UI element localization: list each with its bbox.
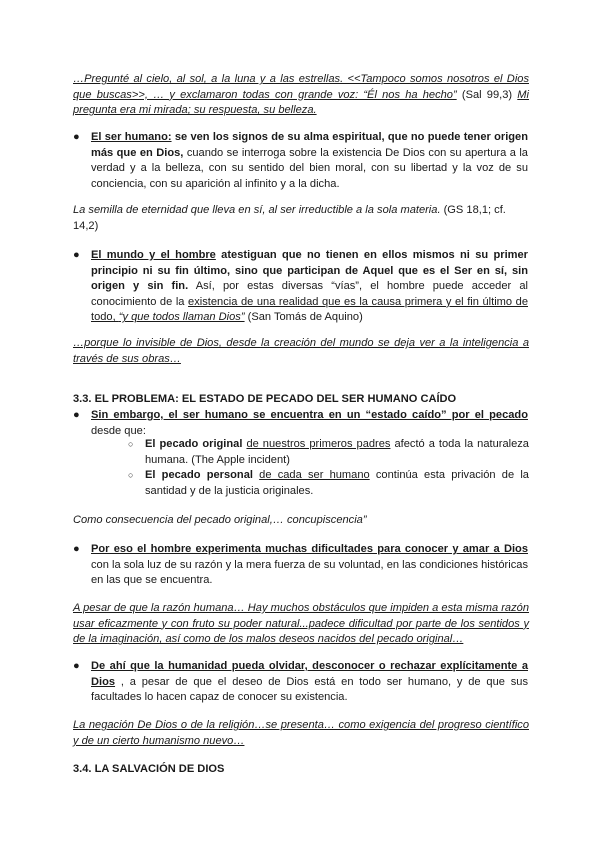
quote-romanos: …porque lo invisible de Dios, desde la creación del mundo se deja ver a la inteligencia a través de sus obras… bbox=[73, 337, 529, 365]
bullet-olvidar-dios: ● De ahí que la humanidad pueda olvidar, desconocer o rechazar explícitamente a Dios , a pesar de que el deseo de Dios está en todo ser humano, y de que sus facultades lo hacen capaz de conocer su existencia. bbox=[73, 660, 528, 704]
bullet-icon: ● bbox=[73, 249, 80, 261]
subitem-pecado-personal: ○ El pecado personal de cada ser humano continúa esta privación de la santidad y de la justicia originales. bbox=[128, 469, 529, 497]
heading-3-4: 3.4. LA SALVACIÓN DE DIOS bbox=[73, 763, 225, 775]
quote-augustine: …Pregunté al cielo, al sol, a la luna y a las estrellas. <<Tampoco somos nosotros el Dios que buscas>>, … y exclamaron todas con grande voz: “Él nos ha hecho” (Sal 99,3) Mi pregunta era mi mirada; su respuesta, su belleza. bbox=[73, 73, 529, 117]
bullet-dificultades: ● Por eso el hombre experimenta muchas dificultades para conocer y amar a Dios con la sola luz de su razón y la mera fuerza de su voluntad, en las condiciones históricas en las que se encuentra. bbox=[73, 543, 528, 587]
heading-3-3: 3.3. EL PROBLEMA: EL ESTADO DE PECADO DEL SER HUMANO CAÍDO bbox=[73, 393, 457, 405]
bullet-ser-humano: ● El ser humano: se ven los signos de su alma espiritual, que no puede tener origen más que en Dios, cuando se interroga sobre la existencia De Dios con su apertura a la verdad y a la belleza, con su sentido del bien moral, con su libertad y la voz de su conciencia, con su aparición al infinito y a la dicha. bbox=[73, 131, 529, 190]
bullet-icon: ● bbox=[73, 660, 80, 672]
bullet-icon: ● bbox=[73, 131, 80, 143]
circle-bullet-icon: ○ bbox=[128, 470, 134, 480]
subitem-pecado-original: ○ El pecado original de nuestros primeros padres afectó a toda la naturaleza humana. (The Apple incident) bbox=[128, 438, 529, 466]
quote-razon-humana: A pesar de que la razón humana… Hay muchos obstáculos que impiden a esta misma razón usar eficazmente y con fruto su poder natural...padece dificultad por parte de los sentidos y de la imaginación, así como de los malos deseos nacidos del pecado original… bbox=[73, 602, 529, 646]
bullet-icon: ● bbox=[73, 409, 80, 421]
quote-negacion: La negación De Dios o de la religión…se presenta… como exigencia del progreso científico y de un cierto humanismo nuevo… bbox=[73, 719, 529, 747]
quote-concupiscencia: Como consecuencia del pecado original,… concupiscencia” bbox=[73, 514, 367, 526]
bullet-icon: ● bbox=[73, 543, 80, 555]
bullet-estado-caido: ● Sin embargo, el ser humano se encuentra en un “estado caído” por el pecado desde que: bbox=[73, 409, 528, 437]
quote-gs: La semilla de eternidad que lleva en sí, al ser irreductible a la sola materia. (GS 18,1; cf. 14,2) bbox=[73, 204, 506, 232]
circle-bullet-icon: ○ bbox=[128, 439, 134, 449]
bullet-mundo-hombre: ● El mundo y el hombre atestiguan que no tienen en ellos mismos ni su primer principio ni su fin último, sino que participan de Aquel que es el Ser en sí, sin origen y sin fin. Así, por estas diversas “vías”, el hombre puede acceder al conocimiento de la existencia de una realidad que es la causa primera y el fin último de todo, “y que todos llaman Dios” (San Tomás de Aquino) bbox=[73, 249, 529, 324]
